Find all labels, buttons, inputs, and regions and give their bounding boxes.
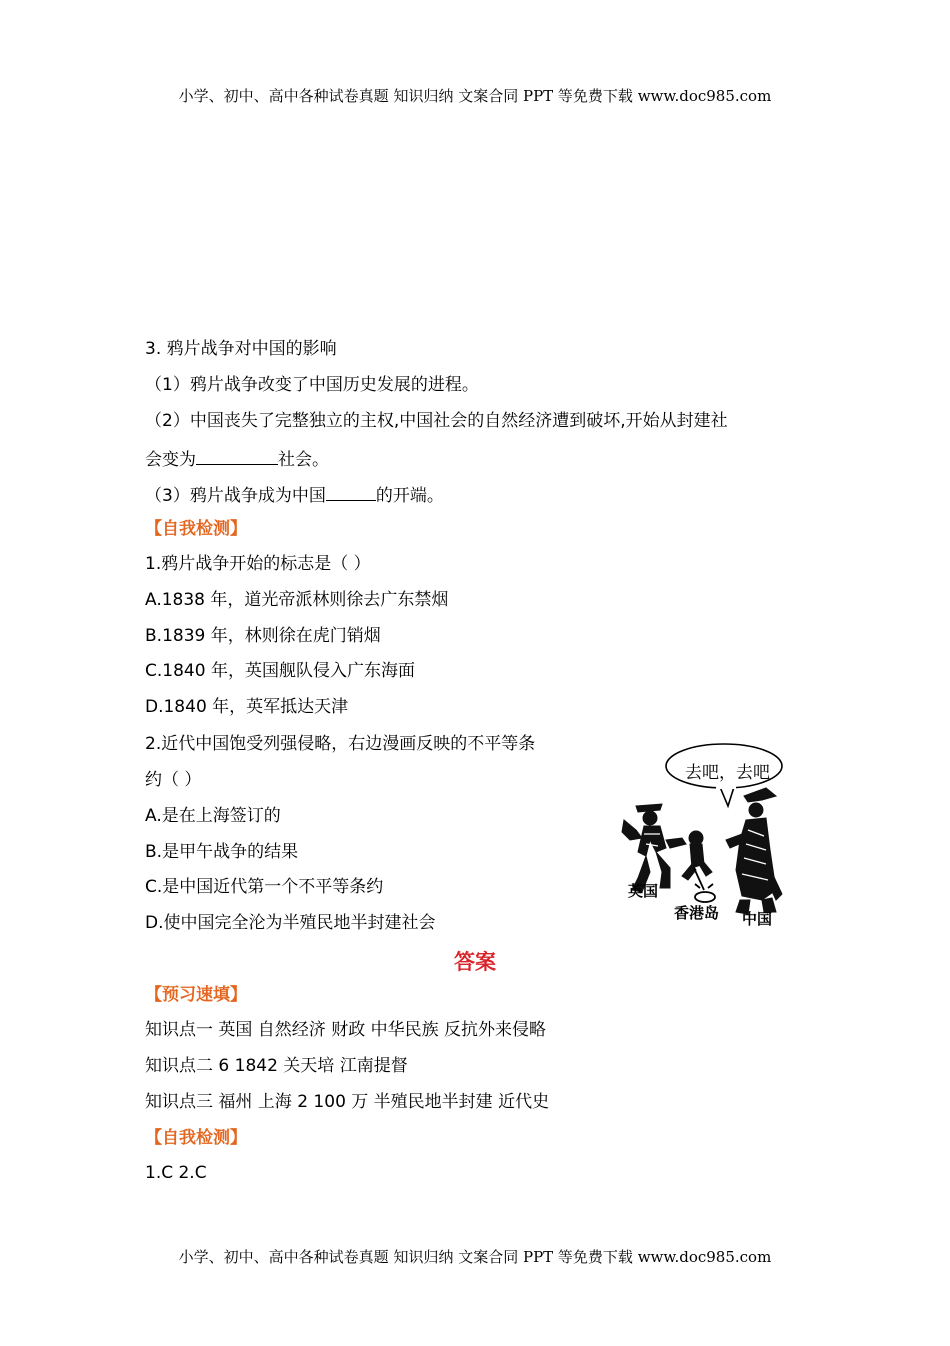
influence-point-1: （1）鸦片战争改变了中国历史发展的进程。 <box>145 375 479 395</box>
answer-knowledge-3: 知识点三 福州 上海 2 100 万 半殖民地半封建 近代史 <box>145 1092 550 1112</box>
text-fragment: 社会。 <box>278 450 329 470</box>
q1-option-c: C.1840 年，英国舰队侵入广东海面 <box>145 661 415 681</box>
q1-option-b: B.1839 年，林则徐在虎门销烟 <box>145 626 381 646</box>
q2-option-a: A.是在上海签订的 <box>145 806 281 826</box>
q1-stem: 1.鸦片战争开始的标志是（ ） <box>145 554 371 574</box>
influence-point-2-line-1: （2）中国丧失了完整独立的主权,中国社会的自然经济遭到破坏,开始从封建社 <box>145 411 728 431</box>
page-header: 小学、初中、高中各种试卷真题 知识归纳 文案合同 PPT 等免费下载 www.doc985.com <box>178 87 772 105</box>
text-fragment: 的开端。 <box>375 486 444 506</box>
cartoon-label-china: 中国 <box>742 910 773 928</box>
influence-point-3 <box>145 482 444 507</box>
page-footer: 小学、初中、高中各种试卷真题 知识归纳 文案合同 PPT 等免费下载 www.doc985.com <box>178 1248 772 1266</box>
influence-title: 3. 鸦片战争对中国的影响 <box>145 339 337 359</box>
cartoon-label-britain: 英国 <box>628 882 659 900</box>
cartoon-speech: 去吧，去吧 <box>685 763 770 783</box>
self-test-answers: 1.C 2.C <box>145 1163 207 1183</box>
q2-option-d: D.使中国完全沦为半殖民地半封建社会 <box>145 913 436 933</box>
text-fragment: 会变为 <box>145 450 196 470</box>
q2-stem-line-1: 2.近代中国饱受列强侵略，右边漫画反映的不平等条 <box>145 734 536 754</box>
text-fragment: （3）鸦片战争成为中国 <box>145 486 326 506</box>
q2-stem-line-2: 约（ ） <box>145 770 202 790</box>
cartoon-image <box>616 740 794 928</box>
section-heading-self-test-answers: 【自我检测】 <box>145 1128 247 1148</box>
q1-option-a: A.1838 年，道光帝派林则徐去广东禁烟 <box>145 590 449 610</box>
q2-option-b: B.是甲午战争的结果 <box>145 842 299 862</box>
q2-option-c: C.是中国近代第一个不平等条约 <box>145 877 384 897</box>
q1-option-d: D.1840 年，英军抵达天津 <box>145 697 349 717</box>
fill-blank[interactable] <box>196 446 278 465</box>
answer-knowledge-1: 知识点一 英国 自然经济 财政 中华民族 反抗外来侵略 <box>145 1020 547 1040</box>
answer-knowledge-2: 知识点二 6 1842 关天培 江南提督 <box>145 1056 408 1076</box>
influence-point-2-line-2 <box>145 446 329 471</box>
section-heading-preview: 【预习速填】 <box>145 985 247 1005</box>
fill-blank[interactable] <box>326 482 376 501</box>
answers-title: 答案 <box>454 950 496 974</box>
cartoon-label-hongkong: 香港岛 <box>674 904 720 922</box>
section-heading-self-test: 【自我检测】 <box>145 519 247 539</box>
